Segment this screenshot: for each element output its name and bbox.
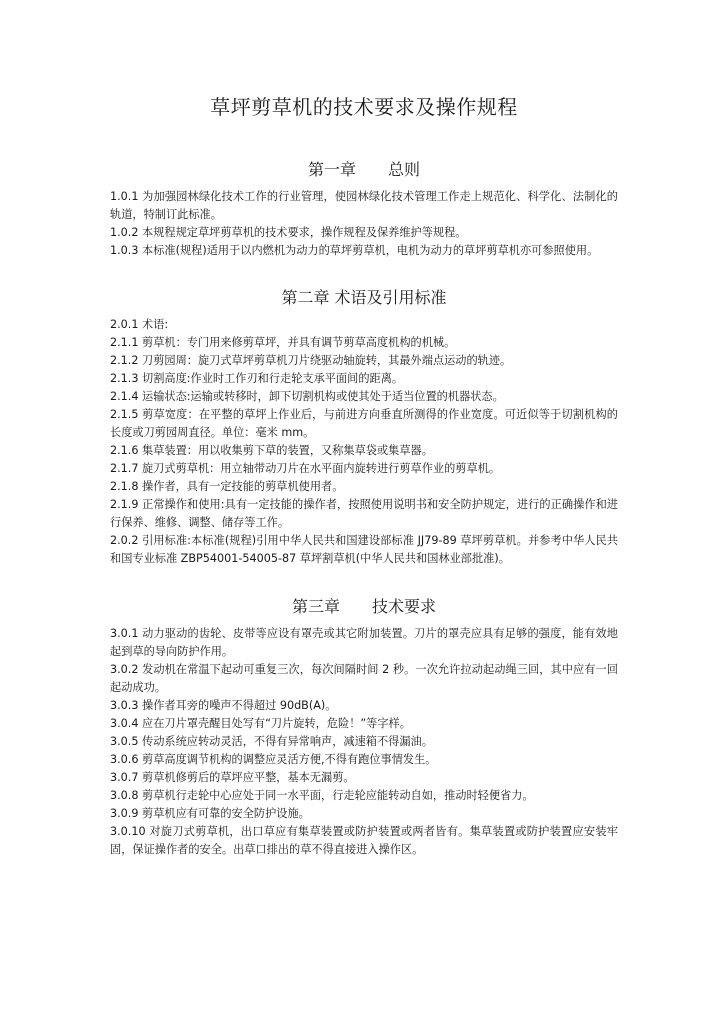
paragraph-3-0-4: 3.0.4 应在刀片罩壳醒目处写有“刀片旋转，危险！”等字样。	[110, 717, 411, 730]
paragraph-2-1-7: 2.1.7 旋刀式剪草机：用立轴带动刀片在水平面内旋转进行剪草作业的剪草机。	[110, 462, 501, 475]
section-spacer	[110, 260, 618, 286]
paragraph-2-1-3: 2.1.3 切割高度:作业时工作刃和行走轮支承平面间的距离。	[110, 372, 404, 385]
paragraph-1-0-2: 1.0.2 本规程规定草坪剪草机的技术要求，操作规程及保养维护等规程。	[110, 226, 467, 239]
section-spacer	[110, 568, 618, 595]
chapter-2-section	[110, 286, 618, 568]
paragraph-3-0-8: 3.0.8 剪草机行走轮中心应处于同一水平面，行走轮应能转动自如，推动时轻便省力。	[110, 789, 534, 802]
chapter-1-title: 第一章 总则	[307, 160, 420, 179]
paragraph-1-0-1: 1.0.1 为加强园林绿化技术工作的行业管理，使园林绿化技术管理工作走上规范化、科学化、法制化的轨道，特制订此标准。	[110, 190, 618, 221]
paragraph-2-1-9: 2.1.9 正常操作和使用:具有一定技能的操作者，按照使用说明书和安全防护规定，进行的正确操作和进行保养、维修、调整、储存等工作。	[110, 498, 618, 529]
paragraph-2-0-2: 2.0.2 引用标准:本标准(规程)引用中华人民共和国建设部标准 JJ79-89 草坪剪草机。并参考中华人民共和国专业标准 ZBP54001-54005-87 草坪割草机(中华人民共和国林业部批准)。	[110, 534, 618, 565]
paragraph-3-0-5: 3.0.5 传动系统应转动灵活，不得有异常响声，减速箱不得漏油。	[110, 735, 433, 748]
paragraph-2-1-6: 2.1.6 集草装置：用以收集剪下草的装置，又称集草袋或集草器。	[110, 444, 433, 457]
paragraph-3-0-9: 3.0.9 剪草机应有可靠的安全防护设施。	[110, 807, 310, 820]
paragraph-3-0-3: 3.0.3 操作者耳旁的噪声不得超过 90dB(A)。	[110, 699, 337, 712]
paragraph-2-1-2: 2.1.2 刀剪园周：旋刀式草坪剪草机刀片绕驱动轴旋转，其最外端点运动的轨迹。	[110, 354, 512, 367]
paragraph-1-0-3: 1.0.3 本标准(规程)适用于以内燃机为动力的草坪剪草机，电机为动力的草坪剪草机亦可参照使用。	[110, 244, 599, 257]
document-title: 草坪剪草机的技术要求及操作规程	[210, 95, 518, 119]
chapter-1-section	[110, 158, 618, 260]
document-page	[110, 92, 618, 859]
paragraph-3-0-7: 3.0.7 剪草机修剪后的草坪应平整，基本无漏剪。	[110, 771, 355, 784]
paragraph-2-0-1: 2.0.1 术语:	[110, 318, 169, 331]
paragraph-2-1-8: 2.1.8 操作者，具有一定技能的剪草机使用者。	[110, 480, 344, 493]
paragraph-3-0-2: 3.0.2 发动机在常温下起动可重复三次，每次间隔时间 2 秒。一次允许拉动起动绳三回，其中应有一回起动成功。	[110, 663, 618, 694]
paragraph-2-1-1: 2.1.1 剪草机：专门用来修剪草坪，并具有调节剪草高度机构的机械。	[110, 336, 456, 349]
paragraph-2-1-4: 2.1.4 运输状态:运输或转移时，卸下切割机构或使其处于适当位置的机器状态。	[110, 390, 504, 403]
chapter-3-title: 第三章 技术要求	[291, 597, 436, 616]
chapter-2-title: 第二章 术语及引用标准	[281, 288, 447, 307]
chapter-3-section	[110, 595, 618, 859]
paragraph-3-0-10: 3.0.10 对旋刀式剪草机，出口草应有集草装置或防护装置或两者皆有。集草装置或防护装置应安装牢固，保证操作者的安全。出草口排出的草不得直接进入操作区。	[110, 825, 618, 856]
paragraph-2-1-5: 2.1.5 剪草宽度：在平整的草坪上作业后，与前进方向垂直所测得的作业宽度。可近似等于切割机构的长度或刀剪园周直径。单位：毫米 mm。	[110, 408, 618, 439]
paragraph-3-0-6: 3.0.6 剪草高度调节机构的调整应灵活方便,不得有跑位事情发生。	[110, 753, 437, 766]
paragraph-3-0-1: 3.0.1 动力驱动的齿轮、皮带等应设有罩壳或其它附加装置。刀片的罩壳应具有足够的强度，能有效地起到草的导向防护作用。	[110, 627, 618, 658]
